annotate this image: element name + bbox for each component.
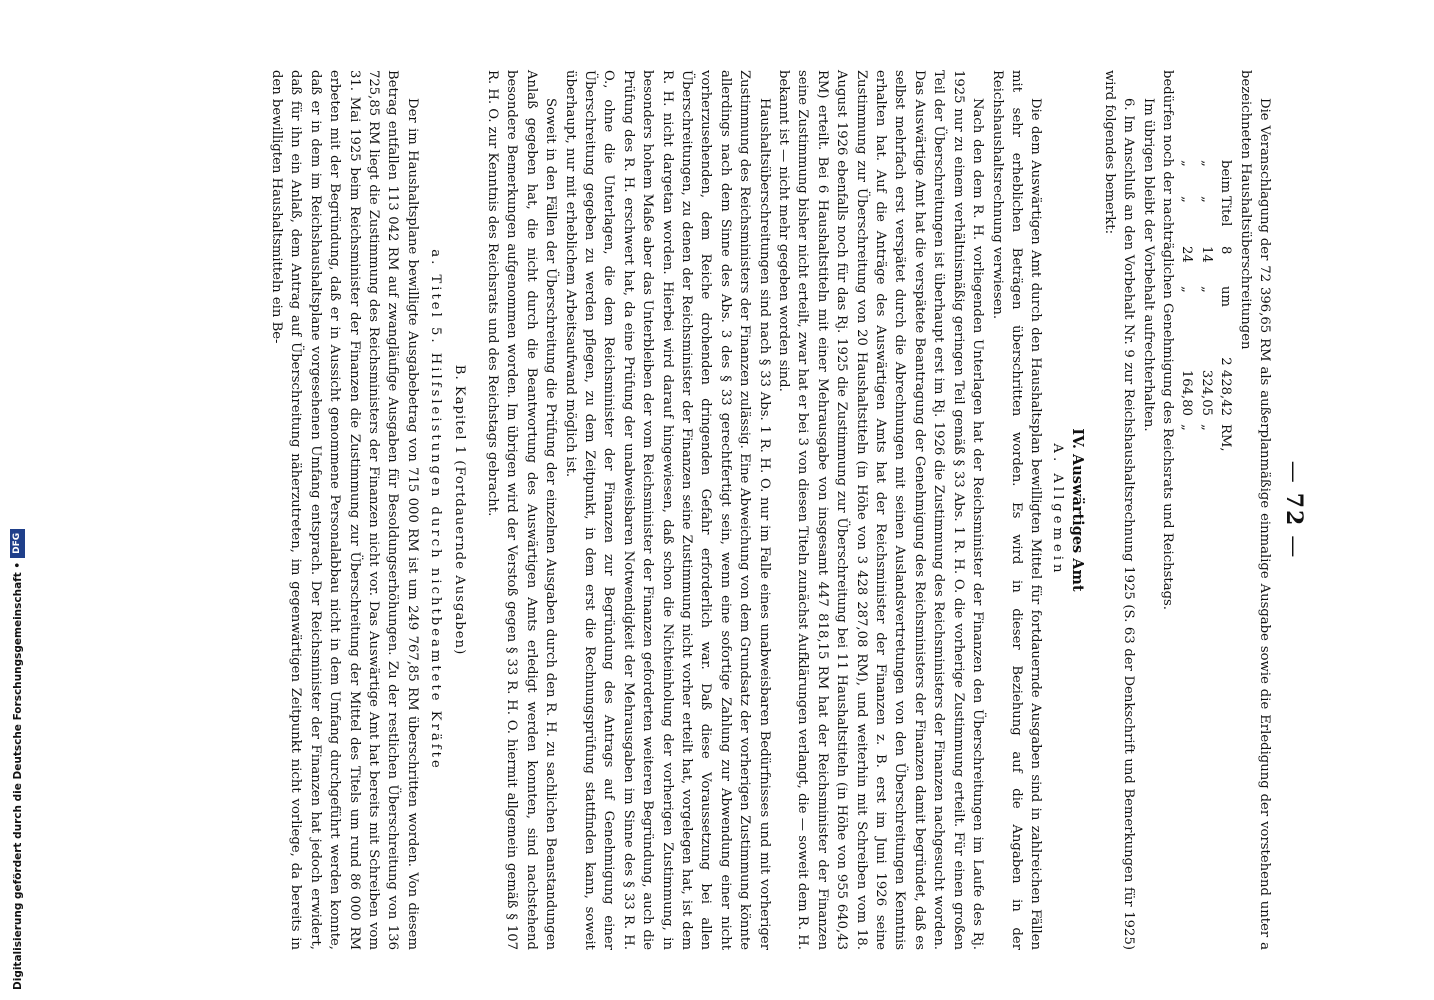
dfg-logo-icon: DFG (10, 529, 25, 558)
reservation-note: Im übrigen bleibt der Vorbehalt aufrechterhalten. (1140, 98, 1156, 432)
document-page (114, 70, 1314, 950)
body-paragraph: Haushaltsüberschreitungen sind nach § 33 Abs. 1 R. H. O. nur im Falle eines unabweisbaren Bedürfnisses und mit vorheriger Zustimmung des Reichsministers der Finanzen zulässig. Eine Abweichung von dem Grundsatz der vorherigen Zustimmung könnte allerdings nach dem Sinne des Abs. 3 des § 33 gerechtfertigt sein, wenn eine sofortige Zahlung zur Abwendung einer nicht vorherzusehenden, dem Reiche drohenden dringenden Gefahr erforderlich war. Daß diese Voraussetzung bei allen Überschreitungen, zu denen der Reichsminister der Finanzen seine Zustimmung nicht vorher erteilt hat, vorgelegen hat, ist dem R. H. nicht dargetan worden. Hierbei wird darauf hingewiesen, daß schon die Nichteinholung der vorherigen Zustimmung, in besonders hohem Maße aber das Unterbleiben der vom Reichsminister der Finanzen geforderten weiteren Begründung, auch die Prüfung des R. H. erschwert hat, da eine Prüfung der unabweisbaren Notwendigkeit der Mehrausgaben im Sinne des § 33 R. H. O., ohne die Unterlagen, die dem Reichsminister der Finanzen zur Begründung des Antrags auf Genehmigung einer Überschreitung gegeben zu werden pflegen, zu dem Zeitpunkt, in dem erst die Rechnungsprüfung stattfinden kann, soweit überhaupt, nur mit erheblichem Arbeitsaufwand möglich ist. (562, 70, 772, 950)
list-item: „ „ 24 „ 164,80 „ (1179, 160, 1195, 431)
item-6-paragraph: 6. Im Anschluß an den Vorbehalt Nr. 9 zur Reichshaushaltsrechnung 1925 (S. 63 der Denkschrift und Bemerkungen für 1925) wird folgendes bemerkt: (1101, 70, 1137, 950)
credit-text: Digitalisierung gefördert durch die Deutsche Forschungsgemeinschaft • (11, 561, 24, 990)
title-heading: a. Titel 5. Hilfsleistungen durch nichtbeamtete Kräfte (428, 249, 444, 771)
list-item: beim Titel 8 um 2 428,42 RM, (1218, 160, 1234, 452)
section-title: IV. Auswärtiges Amt (1069, 428, 1087, 592)
chapter-heading: B. Kapitel 1 (Fortdauernde Ausgaben) (451, 364, 467, 656)
body-paragraph: Nach den dem R. H. vorliegenden Unterlagen hat der Reichsminister der Finanzen den Überschreitungen im Laufe des Rj. 1925 nur zu einem verhältnismäßig geringen Teil gemäß § 33 Abs. 1 R. H. O. die vorherige Zustimmung erteilt. Für einen großen Teil der Überschreitungen ist überhaupt erst im Rj. 1926 die Zustimmung des Reichsministers der Finanzen nachgesucht worden. Das Auswärtige Amt hat die verspätete Beantragung der Genehmigung des Reichsministers der Finanzen damit begründet, daß es selbst mehrfach erst verspätet durch die Abrechnungen mit seinen Auslandsvertretungen von den Überschreitungen Kenntnis erhalten hat. Auf die Anträge des Auswärtigen Amts hat der Reichsminister der Finanzen z. B. erst im Juni 1926 seine Zustimmung zur Überschreitung von 20 Haushaltstiteln (in Höhe von 3 428 287,08 RM), und weiterhin mit Schreiben vom 18. August 1926 ebenfalls noch für das Rj. 1925 die Zustimmung zur Überschreitung bei 11 Haushaltstiteln (in Höhe von 955 640,43 RM) erteilt. Bei 6 Haushaltstiteln mit einer Mehrausgabe von insgesamt 447 818,15 RM hat der Reichsminister der Finanzen seine Zustimmung bisher nicht erteilt, zwar hat er bei 3 von diesen Titeln zunächst Aufklärungen verlangt, die — soweit dem R. H. bekannt ist — nicht mehr gegeben worden sind. (776, 70, 986, 950)
body-paragraph: Soweit in den Fällen der Überschreitung die Prüfung der einzelnen Ausgaben durch den R. H. zu sachlichen Beanstandungen Anlaß gegeben hat, die nicht durch die Beantwortung des Auswärtigen Amts erledigt werden konnten, sind nachstehend besondere Bemerkungen aufgenommen worden. Im übrigen wird der Verstoß gegen § 33 R. H. O. hiermit allgemein gemäß § 107 R. H. O. zur Kenntnis des Reichsrats und des Reichstags gebracht. (484, 70, 559, 950)
body-paragraph: Der im Haushaltsplane bewilligte Ausgabebetrag von 715 000 RM ist um 249 767,85 RM überschritten worden. Von diesem Betrag entfallen 113 042 RM auf zwangläufige Ausgaben für Besoldungserhöhungen. Zu der restlichen Überschreitung von 136 725,85 RM liegt die Zustimmung des Reichsministers der Finanzen nicht vor. Das Auswärtige Amt hat bereits mit Schreiben vom 31. Mai 1925 beim Reichsminister der Finanzen die Zustimmung zur Überschreitung der Mittel des Titels um rund 86 000 RM erbeten mit der Begründung, daß er in Aussicht genommene Personalabbau nicht in dem Umfang durchgeführt werden konnte, daß er in dem im Reichshaushaltsplane vorgesehenen Umfang entsprach. Der Reichsminister der Finanzen hat jedoch erwidert, daß für ihn ein Anlaß, dem Antrag auf Überschreitung näherzutreten, im gegenwärtigen Zeitpunkt nicht vorliege, da bereits in den bewilligten Haushaltsmitteln ein Be- (268, 70, 420, 950)
digitization-credit (0, 0, 24, 1000)
section-subtitle: A. Allgemein (1050, 443, 1066, 577)
intro-paragraph: Die Veranschlagung der 72 396,65 RM als außerplanmäßige einmalige Ausgabe sowie die Erledigung der vorstehend unter a bezeichneten Haushaltsüberschreitungen (1237, 70, 1272, 950)
title-list (1177, 70, 1235, 950)
page-number: — 72 — (1274, 70, 1314, 950)
body-paragraph: Die dem Auswärtigen Amt durch den Haushaltsplan bewilligten Mittel für fortdauernde Ausgaben sind in zahlreichen Fällen mit sehr erheblichen Beträgen überschritten worden. Es wird in dieser Beziehung auf die Angaben in der Reichshaushaltsrechnung verwiesen. (989, 70, 1044, 950)
approval-note: bedürfen noch der nachträglichen Genehmigung des Reichsrats und Reichstags. (1159, 70, 1175, 610)
list-item: „ „ 14 „ 324,05 „ (1198, 160, 1214, 431)
